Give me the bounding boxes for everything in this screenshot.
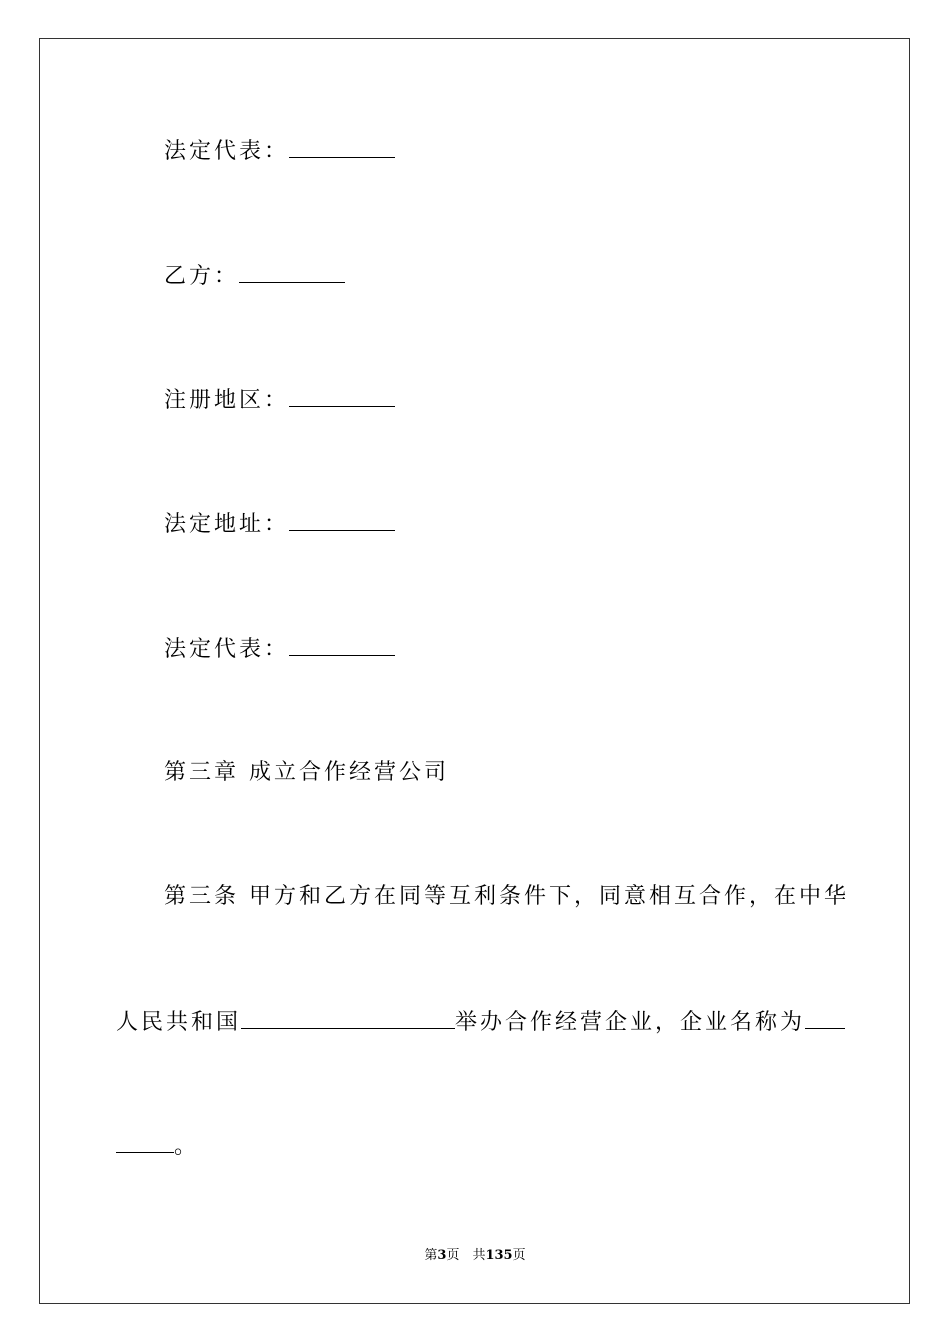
sentence-end: 。 [174, 1134, 200, 1159]
article-paragraph-line-1: 第三条 甲方和乙方在同等互利条件下，同意相互合作，在中华 [164, 884, 849, 909]
footer-prefix: 第 [424, 1248, 438, 1263]
registered-area-line [164, 386, 395, 415]
page-border [39, 38, 910, 1304]
article-paragraph-line-2 [116, 1008, 845, 1037]
registered-area-blank[interactable] [289, 386, 395, 407]
legal-representative-blank[interactable] [289, 137, 395, 158]
enterprise-name-blank-start[interactable] [805, 1008, 845, 1029]
enterprise-name-label: 举办合作经营企业，企业名称为 [455, 1010, 806, 1035]
legal-address-blank[interactable] [289, 510, 395, 531]
country-label: 人民共和国 [116, 1010, 242, 1035]
party-b-line [164, 262, 345, 291]
page-footer [0, 1247, 950, 1265]
footer-middle: 页 共 [446, 1248, 486, 1263]
legal-address-line [164, 510, 395, 539]
registered-area-label: 注册地区： [164, 388, 290, 413]
chapter-heading: 第三章 成立合作经营公司 [164, 760, 449, 785]
article-paragraph-line-3 [116, 1132, 199, 1161]
location-blank[interactable] [241, 1008, 455, 1029]
legal-representative-blank[interactable] [289, 635, 395, 656]
total-page-count: 135 [485, 1248, 513, 1263]
legal-representative-label: 法定代表： [164, 139, 290, 164]
footer-suffix: 页 [512, 1248, 526, 1263]
current-page-number: 3 [437, 1248, 447, 1263]
legal-address-label: 法定地址： [164, 512, 290, 537]
party-b-blank[interactable] [239, 262, 345, 283]
party-b-label: 乙方： [164, 264, 240, 289]
legal-representative-line-a [164, 137, 395, 166]
enterprise-name-blank-end[interactable] [116, 1132, 174, 1153]
legal-representative-label: 法定代表： [164, 637, 290, 662]
legal-representative-line-b [164, 635, 395, 664]
